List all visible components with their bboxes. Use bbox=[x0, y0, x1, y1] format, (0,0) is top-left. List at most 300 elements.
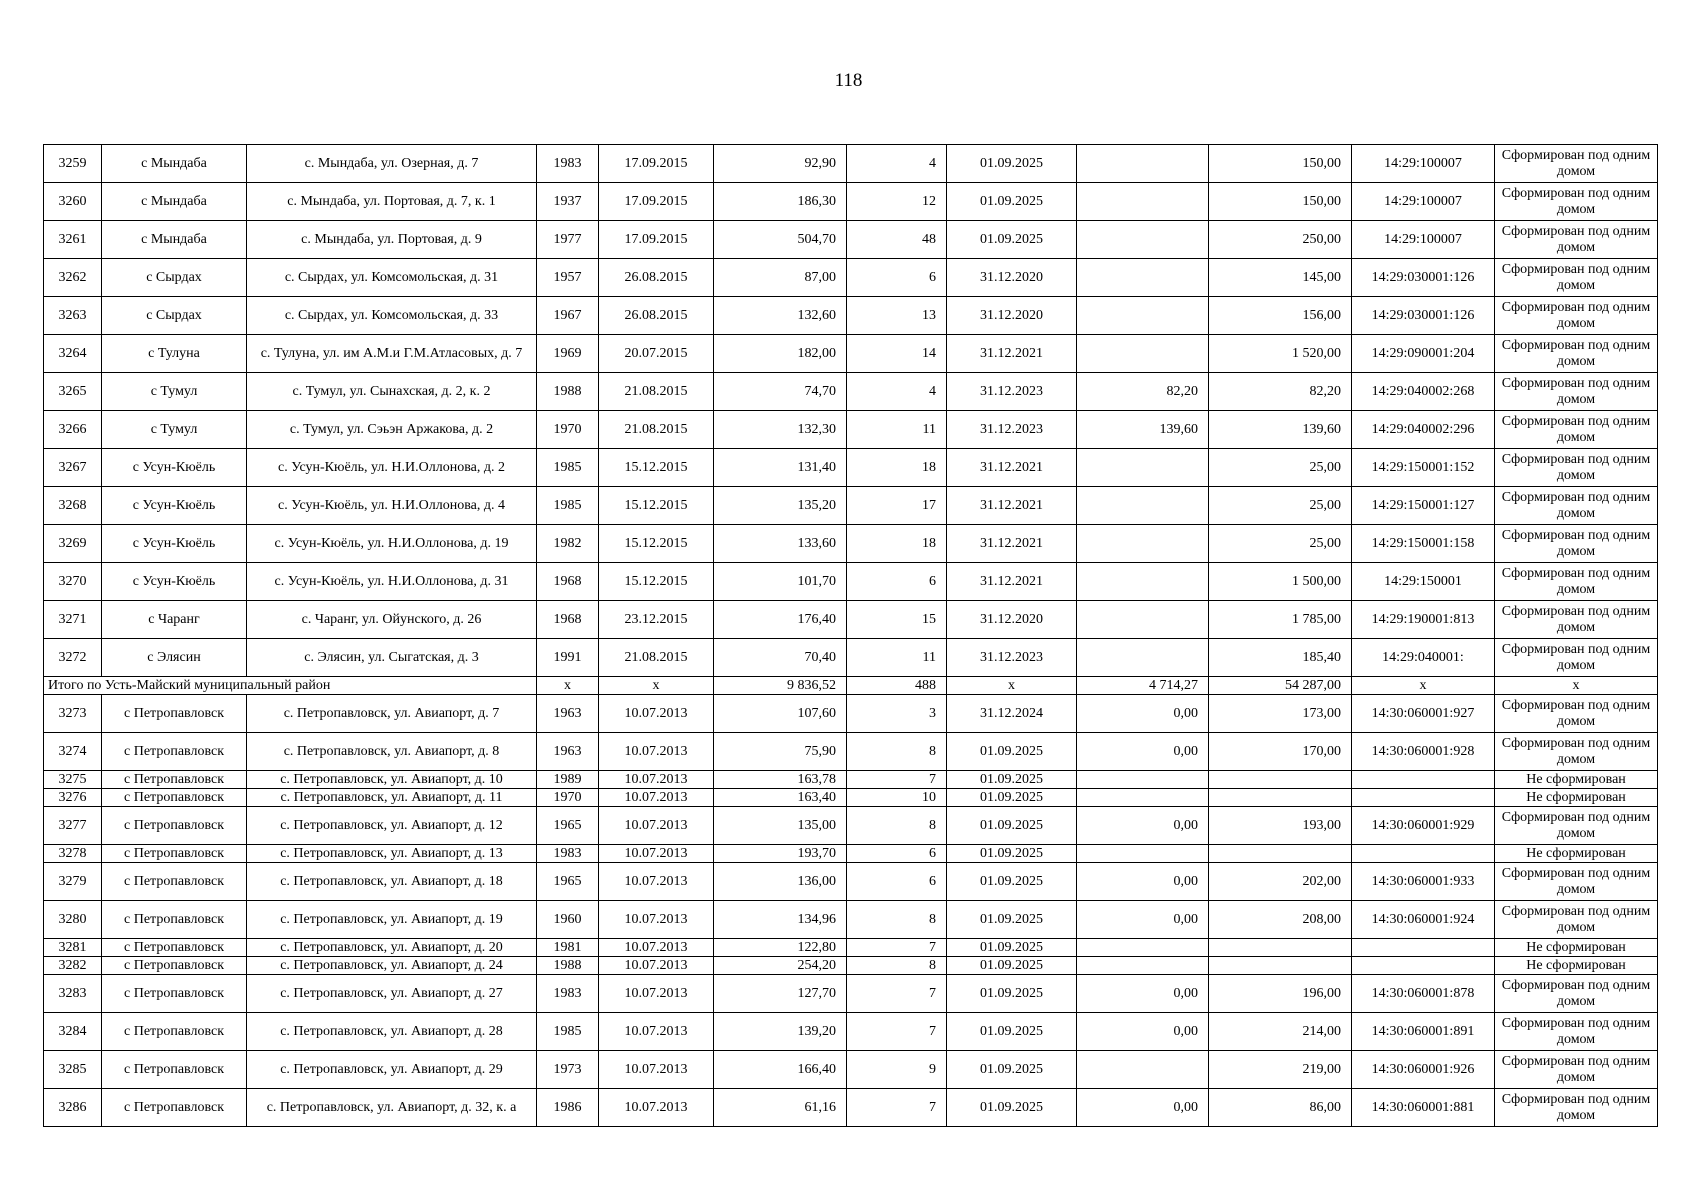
cell-deadline: 31.12.2020 bbox=[947, 259, 1077, 297]
cell-settlement: с Петропавловск bbox=[102, 1013, 247, 1051]
cell-settlement: с Петропавловск bbox=[102, 975, 247, 1013]
cell-id: 3260 bbox=[44, 183, 102, 221]
cell-area-resettled: 139,60 bbox=[1077, 411, 1209, 449]
cell-id: 3276 bbox=[44, 789, 102, 807]
cell-year: 1983 bbox=[537, 845, 599, 863]
cell-area: 186,30 bbox=[714, 183, 847, 221]
cell-year: 1970 bbox=[537, 789, 599, 807]
cell-date: 15.12.2015 bbox=[599, 449, 714, 487]
cell-date: 10.07.2013 bbox=[599, 901, 714, 939]
cell-cadastral-number: 14:30:060001:891 bbox=[1352, 1013, 1495, 1051]
page-number: 118 bbox=[834, 70, 863, 91]
cell-land-status: Сформирован под одним домом bbox=[1495, 695, 1658, 733]
cell-settlement: с Мындаба bbox=[102, 145, 247, 183]
cell-area-resettled bbox=[1077, 297, 1209, 335]
cell-deadline: 01.09.2025 bbox=[947, 939, 1077, 957]
cell-area: 61,16 bbox=[714, 1089, 847, 1127]
cell-land-status: Сформирован под одним домом bbox=[1495, 733, 1658, 771]
cell-year: 1986 bbox=[537, 1089, 599, 1127]
cell-land-status: Сформирован под одним домом bbox=[1495, 221, 1658, 259]
cell-id: 3283 bbox=[44, 975, 102, 1013]
cell-area: 254,20 bbox=[714, 957, 847, 975]
table-row bbox=[44, 639, 1658, 677]
cell-area: 134,96 bbox=[714, 901, 847, 939]
cell-area-resettled: 0,00 bbox=[1077, 1089, 1209, 1127]
table-row bbox=[44, 901, 1658, 939]
cell-year: 1970 bbox=[537, 411, 599, 449]
cell-residents: 3 bbox=[847, 695, 947, 733]
cell-cadastral-number bbox=[1352, 789, 1495, 807]
cell-land-status: Сформирован под одним домом bbox=[1495, 863, 1658, 901]
cell-residents: 7 bbox=[847, 975, 947, 1013]
cell-year: 1968 bbox=[537, 601, 599, 639]
cell-land-area bbox=[1209, 771, 1352, 789]
cell-id: 3269 bbox=[44, 525, 102, 563]
cell-land-status: Не сформирован bbox=[1495, 939, 1658, 957]
cell-cadastral-number: 14:29:040002:296 bbox=[1352, 411, 1495, 449]
cell-address: с. Петропавловск, ул. Авиапорт, д. 7 bbox=[247, 695, 537, 733]
cell-residents: 17 bbox=[847, 487, 947, 525]
cell-address: с. Петропавловск, ул. Авиапорт, д. 8 bbox=[247, 733, 537, 771]
cell-deadline: 31.12.2023 bbox=[947, 373, 1077, 411]
cell-date: 26.08.2015 bbox=[599, 259, 714, 297]
cell-residents: 10 bbox=[847, 789, 947, 807]
housing-register-table bbox=[43, 144, 1658, 1127]
cell-deadline: 01.09.2025 bbox=[947, 957, 1077, 975]
table-row bbox=[44, 975, 1658, 1013]
table-row bbox=[44, 487, 1658, 525]
cell-year: 1985 bbox=[537, 449, 599, 487]
cell-land-area: 150,00 bbox=[1209, 183, 1352, 221]
cell-date: 23.12.2015 bbox=[599, 601, 714, 639]
cell-residents: 48 bbox=[847, 221, 947, 259]
cell-address: с. Усун-Кюёль, ул. Н.И.Оллонова, д. 2 bbox=[247, 449, 537, 487]
cell-land-area: 25,00 bbox=[1209, 487, 1352, 525]
cell-year: 1963 bbox=[537, 695, 599, 733]
cell-land-area: 25,00 bbox=[1209, 525, 1352, 563]
cell-area-resettled bbox=[1077, 601, 1209, 639]
total-cell-area: 9 836,52 bbox=[714, 677, 847, 695]
cell-residents: 8 bbox=[847, 807, 947, 845]
table-row bbox=[44, 183, 1658, 221]
cell-residents: 4 bbox=[847, 373, 947, 411]
cell-date: 10.07.2013 bbox=[599, 1051, 714, 1089]
cell-residents: 4 bbox=[847, 145, 947, 183]
cell-area: 70,40 bbox=[714, 639, 847, 677]
cell-area-resettled bbox=[1077, 845, 1209, 863]
cell-date: 10.07.2013 bbox=[599, 845, 714, 863]
cell-id: 3259 bbox=[44, 145, 102, 183]
cell-id: 3266 bbox=[44, 411, 102, 449]
cell-date: 10.07.2013 bbox=[599, 695, 714, 733]
cell-settlement: с Петропавловск bbox=[102, 957, 247, 975]
cell-date: 10.07.2013 bbox=[599, 1013, 714, 1051]
cell-area-resettled bbox=[1077, 487, 1209, 525]
cell-deadline: 31.12.2020 bbox=[947, 297, 1077, 335]
total-cell-residents: 488 bbox=[847, 677, 947, 695]
table-row bbox=[44, 807, 1658, 845]
cell-address: с. Петропавловск, ул. Авиапорт, д. 20 bbox=[247, 939, 537, 957]
cell-address: с. Усун-Кюёль, ул. Н.И.Оллонова, д. 19 bbox=[247, 525, 537, 563]
cell-id: 3274 bbox=[44, 733, 102, 771]
cell-year: 1983 bbox=[537, 975, 599, 1013]
cell-area-resettled bbox=[1077, 221, 1209, 259]
cell-id: 3265 bbox=[44, 373, 102, 411]
total-cell-status: x bbox=[1495, 677, 1658, 695]
cell-address: с. Петропавловск, ул. Авиапорт, д. 24 bbox=[247, 957, 537, 975]
cell-address: с. Элясин, ул. Сыгатская, д. 3 bbox=[247, 639, 537, 677]
cell-id: 3261 bbox=[44, 221, 102, 259]
cell-settlement: с Петропавловск bbox=[102, 733, 247, 771]
cell-year: 1985 bbox=[537, 1013, 599, 1051]
cell-residents: 12 bbox=[847, 183, 947, 221]
cell-id: 3282 bbox=[44, 957, 102, 975]
table-row bbox=[44, 335, 1658, 373]
cell-id: 3279 bbox=[44, 863, 102, 901]
cell-area: 75,90 bbox=[714, 733, 847, 771]
cell-area: 92,90 bbox=[714, 145, 847, 183]
cell-deadline: 01.09.2025 bbox=[947, 1051, 1077, 1089]
cell-address: с. Усун-Кюёль, ул. Н.И.Оллонова, д. 4 bbox=[247, 487, 537, 525]
cell-id: 3278 bbox=[44, 845, 102, 863]
cell-settlement: с Усун-Кюёль bbox=[102, 487, 247, 525]
cell-year: 1968 bbox=[537, 563, 599, 601]
cell-deadline: 31.12.2021 bbox=[947, 335, 1077, 373]
cell-deadline: 01.09.2025 bbox=[947, 845, 1077, 863]
cell-settlement: с Мындаба bbox=[102, 183, 247, 221]
cell-date: 20.07.2015 bbox=[599, 335, 714, 373]
cell-land-status: Сформирован под одним домом bbox=[1495, 449, 1658, 487]
cell-year: 1977 bbox=[537, 221, 599, 259]
cell-settlement: с Петропавловск bbox=[102, 845, 247, 863]
cell-cadastral-number: 14:30:060001:924 bbox=[1352, 901, 1495, 939]
cell-land-area: 193,00 bbox=[1209, 807, 1352, 845]
cell-land-area: 214,00 bbox=[1209, 1013, 1352, 1051]
cell-year: 1989 bbox=[537, 771, 599, 789]
cell-area: 193,70 bbox=[714, 845, 847, 863]
cell-deadline: 01.09.2025 bbox=[947, 807, 1077, 845]
cell-area-resettled bbox=[1077, 335, 1209, 373]
cell-area: 107,60 bbox=[714, 695, 847, 733]
table-row bbox=[44, 789, 1658, 807]
cell-date: 15.12.2015 bbox=[599, 487, 714, 525]
cell-settlement: с Петропавловск bbox=[102, 901, 247, 939]
cell-year: 1965 bbox=[537, 807, 599, 845]
cell-cadastral-number: 14:30:060001:929 bbox=[1352, 807, 1495, 845]
cell-area-resettled bbox=[1077, 939, 1209, 957]
cell-cadastral-number: 14:29:040002:268 bbox=[1352, 373, 1495, 411]
cell-settlement: с Элясин bbox=[102, 639, 247, 677]
cell-land-status: Не сформирован bbox=[1495, 771, 1658, 789]
cell-residents: 11 bbox=[847, 639, 947, 677]
cell-deadline: 01.09.2025 bbox=[947, 975, 1077, 1013]
cell-land-status: Сформирован под одним домом bbox=[1495, 411, 1658, 449]
cell-area: 139,20 bbox=[714, 1013, 847, 1051]
cell-settlement: с Чаранг bbox=[102, 601, 247, 639]
cell-area-resettled: 0,00 bbox=[1077, 863, 1209, 901]
cell-area: 133,60 bbox=[714, 525, 847, 563]
cell-year: 1982 bbox=[537, 525, 599, 563]
cell-residents: 6 bbox=[847, 563, 947, 601]
cell-area-resettled bbox=[1077, 957, 1209, 975]
cell-settlement: с Тумул bbox=[102, 373, 247, 411]
cell-deadline: 01.09.2025 bbox=[947, 733, 1077, 771]
cell-settlement: с Петропавловск bbox=[102, 939, 247, 957]
cell-date: 10.07.2013 bbox=[599, 957, 714, 975]
cell-area: 101,70 bbox=[714, 563, 847, 601]
cell-area: 127,70 bbox=[714, 975, 847, 1013]
cell-settlement: с Петропавловск bbox=[102, 771, 247, 789]
table-row bbox=[44, 863, 1658, 901]
cell-id: 3280 bbox=[44, 901, 102, 939]
cell-land-status: Сформирован под одним домом bbox=[1495, 563, 1658, 601]
cell-date: 17.09.2015 bbox=[599, 221, 714, 259]
cell-cadastral-number: 14:29:030001:126 bbox=[1352, 259, 1495, 297]
cell-residents: 6 bbox=[847, 863, 947, 901]
cell-year: 1985 bbox=[537, 487, 599, 525]
cell-address: с. Усун-Кюёль, ул. Н.И.Оллонова, д. 31 bbox=[247, 563, 537, 601]
cell-id: 3268 bbox=[44, 487, 102, 525]
cell-land-status: Сформирован под одним домом bbox=[1495, 525, 1658, 563]
cell-deadline: 01.09.2025 bbox=[947, 145, 1077, 183]
cell-area: 176,40 bbox=[714, 601, 847, 639]
cell-area-resettled bbox=[1077, 259, 1209, 297]
cell-residents: 13 bbox=[847, 297, 947, 335]
cell-cadastral-number: 14:29:100007 bbox=[1352, 221, 1495, 259]
cell-address: с. Петропавловск, ул. Авиапорт, д. 12 bbox=[247, 807, 537, 845]
cell-deadline: 31.12.2023 bbox=[947, 639, 1077, 677]
cell-year: 1960 bbox=[537, 901, 599, 939]
cell-land-area bbox=[1209, 957, 1352, 975]
cell-deadline: 31.12.2021 bbox=[947, 487, 1077, 525]
cell-cadastral-number: 14:29:090001:204 bbox=[1352, 335, 1495, 373]
cell-id: 3264 bbox=[44, 335, 102, 373]
cell-cadastral-number: 14:29:150001:127 bbox=[1352, 487, 1495, 525]
cell-cadastral-number: 14:30:060001:926 bbox=[1352, 1051, 1495, 1089]
cell-area-resettled bbox=[1077, 789, 1209, 807]
table-row-total bbox=[44, 677, 1658, 695]
cell-deadline: 01.09.2025 bbox=[947, 789, 1077, 807]
cell-area: 166,40 bbox=[714, 1051, 847, 1089]
cell-date: 10.07.2013 bbox=[599, 789, 714, 807]
cell-land-area: 1 785,00 bbox=[1209, 601, 1352, 639]
cell-cadastral-number: 14:30:060001:878 bbox=[1352, 975, 1495, 1013]
cell-land-area: 170,00 bbox=[1209, 733, 1352, 771]
table-row bbox=[44, 411, 1658, 449]
cell-area-resettled bbox=[1077, 639, 1209, 677]
total-cell-date: x bbox=[599, 677, 714, 695]
total-cell-c10: 54 287,00 bbox=[1209, 677, 1352, 695]
cell-deadline: 01.09.2025 bbox=[947, 183, 1077, 221]
cell-year: 1963 bbox=[537, 733, 599, 771]
cell-id: 3273 bbox=[44, 695, 102, 733]
table-row bbox=[44, 1051, 1658, 1089]
cell-residents: 8 bbox=[847, 957, 947, 975]
cell-date: 10.07.2013 bbox=[599, 939, 714, 957]
cell-date: 10.07.2013 bbox=[599, 733, 714, 771]
cell-land-status: Сформирован под одним домом bbox=[1495, 1089, 1658, 1127]
cell-cadastral-number: 14:29:150001 bbox=[1352, 563, 1495, 601]
cell-id: 3275 bbox=[44, 771, 102, 789]
cell-date: 15.12.2015 bbox=[599, 563, 714, 601]
cell-land-status: Сформирован под одним домом bbox=[1495, 975, 1658, 1013]
cell-area-resettled: 0,00 bbox=[1077, 1013, 1209, 1051]
cell-address: с. Петропавловск, ул. Авиапорт, д. 32, к. а bbox=[247, 1089, 537, 1127]
cell-settlement: с Петропавловск bbox=[102, 807, 247, 845]
total-cell-deadline: x bbox=[947, 677, 1077, 695]
table-row bbox=[44, 563, 1658, 601]
total-cell-year: x bbox=[537, 677, 599, 695]
cell-id: 3262 bbox=[44, 259, 102, 297]
cell-residents: 11 bbox=[847, 411, 947, 449]
cell-area-resettled: 0,00 bbox=[1077, 733, 1209, 771]
cell-cadastral-number: 14:30:060001:928 bbox=[1352, 733, 1495, 771]
cell-address: с. Тумул, ул. Сэьэн Аржакова, д. 2 bbox=[247, 411, 537, 449]
cell-area: 163,40 bbox=[714, 789, 847, 807]
cell-residents: 7 bbox=[847, 1089, 947, 1127]
cell-cadastral-number: 14:29:150001:158 bbox=[1352, 525, 1495, 563]
cell-address: с. Тумул, ул. Сынахская, д. 2, к. 2 bbox=[247, 373, 537, 411]
cell-area: 132,60 bbox=[714, 297, 847, 335]
cell-year: 1991 bbox=[537, 639, 599, 677]
cell-address: с. Петропавловск, ул. Авиапорт, д. 11 bbox=[247, 789, 537, 807]
cell-residents: 8 bbox=[847, 733, 947, 771]
cell-id: 3272 bbox=[44, 639, 102, 677]
cell-land-area: 196,00 bbox=[1209, 975, 1352, 1013]
cell-area: 74,70 bbox=[714, 373, 847, 411]
cell-settlement: с Петропавловск bbox=[102, 863, 247, 901]
cell-id: 3263 bbox=[44, 297, 102, 335]
cell-land-area: 202,00 bbox=[1209, 863, 1352, 901]
cell-land-area: 25,00 bbox=[1209, 449, 1352, 487]
cell-cadastral-number bbox=[1352, 771, 1495, 789]
cell-land-area bbox=[1209, 789, 1352, 807]
cell-id: 3286 bbox=[44, 1089, 102, 1127]
cell-address: с. Петропавловск, ул. Авиапорт, д. 28 bbox=[247, 1013, 537, 1051]
cell-residents: 7 bbox=[847, 771, 947, 789]
table-row bbox=[44, 845, 1658, 863]
cell-address: с. Петропавловск, ул. Авиапорт, д. 19 bbox=[247, 901, 537, 939]
cell-id: 3271 bbox=[44, 601, 102, 639]
cell-year: 1988 bbox=[537, 957, 599, 975]
cell-area: 136,00 bbox=[714, 863, 847, 901]
cell-land-area: 139,60 bbox=[1209, 411, 1352, 449]
cell-date: 10.07.2013 bbox=[599, 807, 714, 845]
cell-date: 21.08.2015 bbox=[599, 411, 714, 449]
cell-date: 17.09.2015 bbox=[599, 183, 714, 221]
cell-cadastral-number: 14:29:190001:813 bbox=[1352, 601, 1495, 639]
cell-land-area bbox=[1209, 939, 1352, 957]
cell-land-area: 156,00 bbox=[1209, 297, 1352, 335]
cell-date: 10.07.2013 bbox=[599, 1089, 714, 1127]
cell-land-status: Сформирован под одним домом bbox=[1495, 1013, 1658, 1051]
cell-land-status: Сформирован под одним домом bbox=[1495, 335, 1658, 373]
cell-area-resettled: 0,00 bbox=[1077, 901, 1209, 939]
cell-residents: 15 bbox=[847, 601, 947, 639]
cell-cadastral-number: 14:29:100007 bbox=[1352, 145, 1495, 183]
cell-residents: 14 bbox=[847, 335, 947, 373]
cell-settlement: с Усун-Кюёль bbox=[102, 525, 247, 563]
cell-land-area: 150,00 bbox=[1209, 145, 1352, 183]
cell-year: 1973 bbox=[537, 1051, 599, 1089]
cell-land-status: Сформирован под одним домом bbox=[1495, 639, 1658, 677]
table-row bbox=[44, 449, 1658, 487]
cell-cadastral-number bbox=[1352, 957, 1495, 975]
cell-land-area: 208,00 bbox=[1209, 901, 1352, 939]
cell-area-resettled: 0,00 bbox=[1077, 975, 1209, 1013]
cell-id: 3270 bbox=[44, 563, 102, 601]
cell-year: 1937 bbox=[537, 183, 599, 221]
table-row bbox=[44, 1089, 1658, 1127]
cell-year: 1967 bbox=[537, 297, 599, 335]
cell-cadastral-number bbox=[1352, 939, 1495, 957]
cell-area: 135,20 bbox=[714, 487, 847, 525]
cell-residents: 7 bbox=[847, 1013, 947, 1051]
cell-deadline: 31.12.2023 bbox=[947, 411, 1077, 449]
cell-area-resettled: 0,00 bbox=[1077, 695, 1209, 733]
cell-address: с. Сырдах, ул. Комсомольская, д. 33 bbox=[247, 297, 537, 335]
cell-area-resettled bbox=[1077, 183, 1209, 221]
cell-year: 1969 bbox=[537, 335, 599, 373]
cell-date: 17.09.2015 bbox=[599, 145, 714, 183]
cell-residents: 8 bbox=[847, 901, 947, 939]
cell-land-status: Сформирован под одним домом bbox=[1495, 901, 1658, 939]
cell-deadline: 31.12.2020 bbox=[947, 601, 1077, 639]
cell-deadline: 31.12.2021 bbox=[947, 563, 1077, 601]
cell-land-status: Сформирован под одним домом bbox=[1495, 807, 1658, 845]
cell-land-status: Сформирован под одним домом bbox=[1495, 1051, 1658, 1089]
cell-address: с. Мындаба, ул. Озерная, д. 7 bbox=[247, 145, 537, 183]
cell-land-area: 185,40 bbox=[1209, 639, 1352, 677]
cell-settlement: с Петропавловск bbox=[102, 1089, 247, 1127]
cell-deadline: 01.09.2025 bbox=[947, 863, 1077, 901]
cell-deadline: 01.09.2025 bbox=[947, 221, 1077, 259]
cell-settlement: с Петропавловск bbox=[102, 1051, 247, 1089]
cell-address: с. Чаранг, ул. Ойунского, д. 26 bbox=[247, 601, 537, 639]
cell-land-area: 219,00 bbox=[1209, 1051, 1352, 1089]
cell-land-status: Не сформирован bbox=[1495, 957, 1658, 975]
cell-residents: 18 bbox=[847, 525, 947, 563]
cell-address: с. Мындаба, ул. Портовая, д. 7, к. 1 bbox=[247, 183, 537, 221]
cell-settlement: с Усун-Кюёль bbox=[102, 449, 247, 487]
table-row bbox=[44, 939, 1658, 957]
cell-area: 135,00 bbox=[714, 807, 847, 845]
total-label: Итого по Усть-Майский муниципальный район bbox=[44, 677, 537, 695]
table-row bbox=[44, 297, 1658, 335]
cell-land-area: 173,00 bbox=[1209, 695, 1352, 733]
cell-cadastral-number: 14:29:150001:152 bbox=[1352, 449, 1495, 487]
cell-area-resettled bbox=[1077, 525, 1209, 563]
cell-address: с. Петропавловск, ул. Авиапорт, д. 27 bbox=[247, 975, 537, 1013]
cell-date: 10.07.2013 bbox=[599, 863, 714, 901]
cell-land-status: Сформирован под одним домом bbox=[1495, 259, 1658, 297]
cell-residents: 9 bbox=[847, 1051, 947, 1089]
table-row bbox=[44, 1013, 1658, 1051]
total-cell-cadastral: x bbox=[1352, 677, 1495, 695]
total-cell-c9: 4 714,27 bbox=[1077, 677, 1209, 695]
cell-cadastral-number: 14:29:100007 bbox=[1352, 183, 1495, 221]
cell-land-status: Сформирован под одним домом bbox=[1495, 183, 1658, 221]
cell-deadline: 01.09.2025 bbox=[947, 1013, 1077, 1051]
cell-land-area: 145,00 bbox=[1209, 259, 1352, 297]
cell-land-status: Сформирован под одним домом bbox=[1495, 487, 1658, 525]
cell-address: с. Петропавловск, ул. Авиапорт, д. 29 bbox=[247, 1051, 537, 1089]
cell-settlement: с Тулуна bbox=[102, 335, 247, 373]
cell-deadline: 01.09.2025 bbox=[947, 901, 1077, 939]
table-row bbox=[44, 373, 1658, 411]
cell-cadastral-number: 14:30:060001:927 bbox=[1352, 695, 1495, 733]
cell-area-resettled bbox=[1077, 563, 1209, 601]
